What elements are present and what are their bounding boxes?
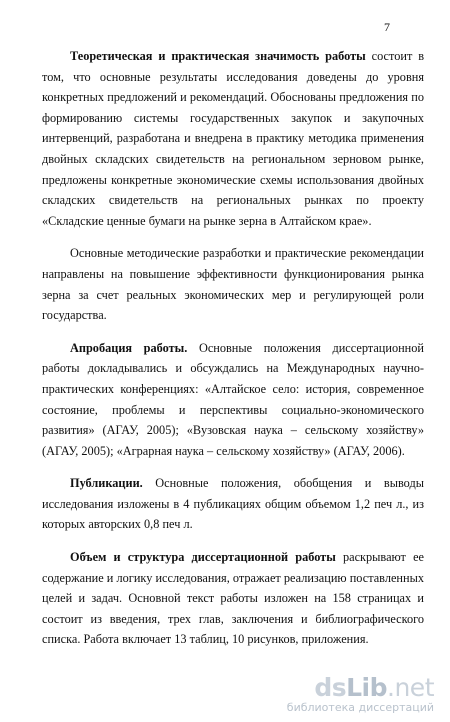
paragraph-significance xyxy=(42,46,424,231)
paragraph-heading: Публикации. xyxy=(70,476,143,491)
paragraph-heading: Теоретическая и практическая значимость работы xyxy=(70,49,366,63)
paragraph-text: состоит в том, что основные результаты исследования доведены до уровня конкретных предложений и рекомендаций. Обоснованы предложения по формированию системы государственных закупок и закупочных интервенций, разработана и внедрена в практику методика применения двойных складских свидетельств на региональном зерновом рынке, предложены конкретные экономические схемы использования двойных складских свидетельств на региональных рынках по проекту «Складские ценные бумаги на рынке зерна в Алтайском крае». xyxy=(42,49,425,228)
paragraph-publications xyxy=(42,473,424,535)
paragraph-heading: Апробация работы. xyxy=(70,340,188,355)
paragraph-text: раскрывают ее содержание и логику исследования, отражает реализацию поставленных целей и задач. Основной текст работы изложен на 158 страницах и состоит из введения, трех глав, заключения и библиографического списка. Работа включает 13 таблиц, 10 рисунков, приложения. xyxy=(42,550,424,647)
dslib-watermark xyxy=(287,675,434,714)
dslib-logo: dsLib.net xyxy=(314,673,434,702)
document-body xyxy=(42,46,424,658)
paragraph-text: Основные положения, обобщения и выводы исследования изложены в 4 публикациях общим объемом 1,2 печ л., из которых авторских 0,8 печ л. xyxy=(42,476,424,532)
page-number: 7 xyxy=(384,20,390,34)
paragraph-text: Основные положения диссертационной работы докладывались и обсуждались на Международных научно-практических конференциях: «Алтайское село: история, современное состояние, проблемы и перспективы социально-экономического развития» (АГАУ, 2005); «Вузовская наука – сельскому хозяйству» (АГАУ, 2005); «Аграрная наука – сельскому хозяйству» (АГАУ, 2006). xyxy=(42,340,424,458)
paragraph-methodical xyxy=(42,243,424,325)
paragraph-structure xyxy=(42,547,424,650)
paragraph-text: Основные методические разработки и практические рекомендации направлены на повышение эффективности функционирования рынка зерна за счет реальных экономических мер и регулирующей роли государства. xyxy=(42,246,424,323)
dslib-subtitle: библиотека диссертаций xyxy=(286,701,434,714)
paragraph-approbation xyxy=(42,338,424,462)
paragraph-heading: Объем и структура диссертационной работы xyxy=(70,550,336,565)
